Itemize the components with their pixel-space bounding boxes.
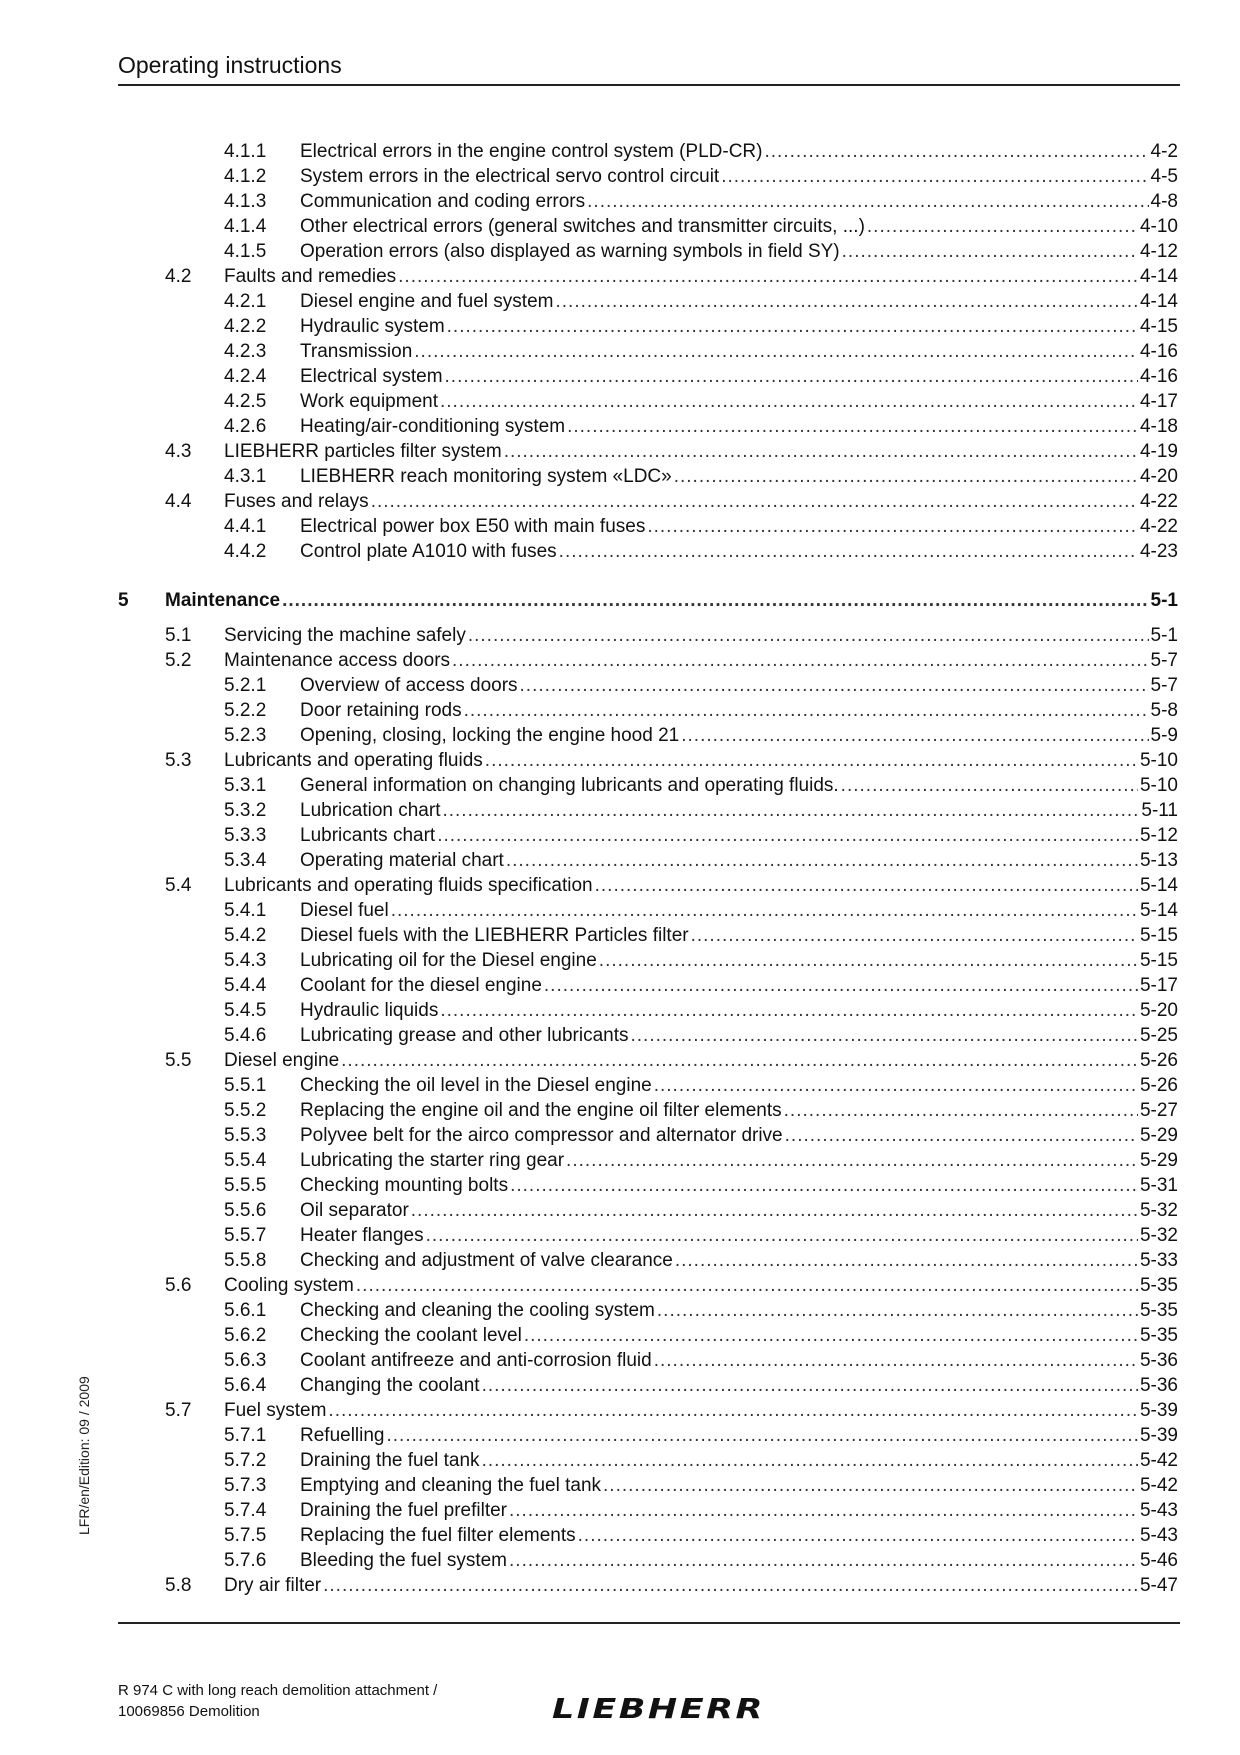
toc-dot-leader: [524, 1324, 1138, 1348]
toc-dot-leader: [654, 1074, 1138, 1098]
toc-entry-title: Faults and remedies: [224, 266, 397, 287]
toc-entry[interactable]: [0, 1574, 1178, 1598]
toc-entry-title: Lubricating grease and other lubricants: [300, 1025, 629, 1046]
toc-entry-title: Hydraulic liquids: [300, 1000, 439, 1021]
toc-entry-page: 5-35: [1139, 1275, 1178, 1296]
toc-dot-leader: [784, 1099, 1138, 1123]
toc-entry-page: 5-13: [1139, 850, 1178, 871]
toc-entry[interactable]: [0, 649, 1178, 673]
toc-entry[interactable]: [0, 799, 1178, 823]
toc-entry-number: 5.6.2: [224, 1325, 267, 1346]
toc-entry-number: 4.1.5: [224, 241, 267, 262]
toc-entry[interactable]: [0, 390, 1178, 414]
toc-entry-title: Cooling system: [224, 1275, 354, 1296]
toc-dot-leader: [464, 699, 1149, 723]
toc-entry-number: 5.5.4: [224, 1150, 267, 1171]
toc-entry-number: 4.2.4: [224, 366, 267, 387]
toc-entry-page: 5-8: [1150, 700, 1178, 721]
toc-entry-number: 5.5.5: [224, 1175, 267, 1196]
toc-entry-page: 5-32: [1139, 1200, 1178, 1221]
toc-dot-leader: [323, 1574, 1138, 1598]
toc-entry-page: 5-15: [1139, 925, 1178, 946]
toc-entry-title: Replacing the engine oil and the engine oil filter elements: [300, 1100, 782, 1121]
toc-entry-page: 4-16: [1139, 366, 1178, 387]
toc-entry[interactable]: [0, 624, 1178, 648]
toc-entry-number: 5.3.1: [224, 775, 267, 796]
toc-entry-page: 5-7: [1150, 675, 1178, 696]
toc-entry-page: 5-31: [1139, 1175, 1178, 1196]
toc-entry[interactable]: [0, 365, 1178, 389]
toc-dot-leader: [647, 515, 1138, 539]
toc-entry-page: 5-46: [1139, 1550, 1178, 1571]
toc-entry-page: 5-26: [1139, 1050, 1178, 1071]
toc-dot-leader: [567, 415, 1138, 439]
toc-entry[interactable]: [0, 949, 1178, 973]
toc-entry[interactable]: [0, 1424, 1178, 1448]
toc-entry-page: 5-15: [1139, 950, 1178, 971]
toc-dot-leader: [842, 240, 1138, 264]
toc-entry-number: 5.7: [165, 1400, 192, 1421]
toc-entry-number: 4.1.4: [224, 216, 267, 237]
toc-dot-leader: [482, 1374, 1138, 1398]
toc-entry-page: 5-39: [1139, 1400, 1178, 1421]
toc-entry[interactable]: [0, 749, 1178, 773]
toc-entry-page: 5-26: [1139, 1075, 1178, 1096]
toc-entry-number: 5.4.5: [224, 1000, 267, 1021]
toc-entry-number: 4.1.3: [224, 191, 267, 212]
toc-entry-page: 5-1: [1150, 590, 1178, 611]
toc-entry-title: Electrical errors in the engine control system (PLD-CR): [300, 141, 763, 162]
toc-entry-title: Maintenance access doors: [224, 650, 451, 671]
toc-dot-leader: [387, 1424, 1138, 1448]
toc-entry-number: 5.5.1: [224, 1075, 267, 1096]
toc-entry[interactable]: [0, 999, 1178, 1023]
footer-rule: [118, 1622, 1180, 1624]
toc-dot-leader: [595, 874, 1138, 898]
toc-entry-title: Coolant antifreeze and anti-corrosion fluid: [300, 1350, 652, 1371]
toc-entry[interactable]: [0, 1524, 1178, 1548]
toc-dot-leader: [504, 440, 1138, 464]
toc-entry[interactable]: [0, 265, 1178, 289]
toc-entry-page: 5-10: [1139, 750, 1178, 771]
toc-entry-title: Overview of access doors: [300, 675, 518, 696]
toc-entry-title: Emptying and cleaning the fuel tank: [300, 1475, 602, 1496]
toc-entry-page: 5-35: [1139, 1325, 1178, 1346]
page-title: Operating instructions: [118, 52, 342, 78]
toc-entry-title: Polyvee belt for the airco compressor and alternator drive: [300, 1125, 783, 1146]
toc-entry-title: Lubricating oil for the Diesel engine: [300, 950, 597, 971]
toc-entry-number: 5.2: [165, 650, 192, 671]
toc-entry-title: Other electrical errors (general switches and transmitter circuits, ...): [300, 216, 865, 237]
toc-entry-page: 5-42: [1139, 1450, 1178, 1471]
toc-entry-number: 5.4.4: [224, 975, 267, 996]
toc-entry-number: 5.4.6: [224, 1025, 267, 1046]
toc-entry-title: Changing the coolant: [300, 1375, 480, 1396]
toc-entry-number: 4.4: [165, 491, 192, 512]
toc-entry[interactable]: [0, 1149, 1178, 1173]
toc-dot-leader: [544, 974, 1138, 998]
toc-entry-page: 5-36: [1139, 1375, 1178, 1396]
toc-entry[interactable]: [0, 1324, 1178, 1348]
toc-dot-leader: [509, 1499, 1138, 1523]
toc-entry-number: 5.3.2: [224, 800, 267, 821]
footer-line-1: R 974 C with long reach demolition attachment /: [118, 1682, 438, 1699]
toc-entry[interactable]: [0, 924, 1178, 948]
toc-entry-title: Door retaining rods: [300, 700, 462, 721]
toc-dot-leader: [578, 1524, 1138, 1548]
toc-dot-leader: [654, 1349, 1138, 1373]
toc-entry[interactable]: [0, 1399, 1178, 1423]
toc-entry-number: 4.2.2: [224, 316, 267, 337]
toc-dot-leader: [482, 1449, 1138, 1473]
toc-entry-number: 5.5: [165, 1050, 192, 1071]
toc-dot-leader: [447, 315, 1138, 339]
toc-entry-title: Opening, closing, locking the engine hood 21: [300, 725, 680, 746]
toc-dot-leader: [785, 1124, 1138, 1148]
toc-entry[interactable]: [0, 140, 1178, 164]
toc-entry[interactable]: [0, 340, 1178, 364]
toc-entry-page: 5-9: [1150, 725, 1178, 746]
toc-entry-page: 4-14: [1139, 291, 1178, 312]
toc-entry-title: Checking and adjustment of valve clearance: [300, 1250, 673, 1271]
toc-entry[interactable]: [0, 849, 1178, 873]
toc-entry-page: 5-1: [1150, 625, 1178, 646]
toc-entry-title: Replacing the fuel filter elements: [300, 1525, 576, 1546]
toc-entry-number: 5.1: [165, 625, 192, 646]
toc-entry[interactable]: [0, 165, 1178, 189]
toc-entry[interactable]: [0, 490, 1178, 514]
toc-entry-page: 5-42: [1139, 1475, 1178, 1496]
toc-entry-page: 5-39: [1139, 1425, 1178, 1446]
toc-entry-page: 4-22: [1139, 491, 1178, 512]
toc-entry[interactable]: [0, 190, 1178, 214]
toc-entry-page: 5-12: [1139, 825, 1178, 846]
toc-dot-leader: [657, 1299, 1138, 1323]
toc-entry-page: 5-36: [1139, 1350, 1178, 1371]
toc-dot-leader: [841, 774, 1138, 798]
toc-entry[interactable]: [0, 824, 1178, 848]
toc-entry-title: Checking mounting bolts: [300, 1175, 509, 1196]
toc-dot-leader: [599, 949, 1138, 973]
toc-dot-leader: [442, 799, 1139, 823]
toc-entry[interactable]: [0, 1349, 1178, 1373]
toc-entry[interactable]: [0, 440, 1178, 464]
toc-entry-title: Diesel fuel: [300, 900, 389, 921]
toc-dot-leader: [411, 1199, 1138, 1223]
toc-entry-page: 5-27: [1139, 1100, 1178, 1121]
toc-dot-leader: [440, 999, 1138, 1023]
toc-entry-title: Lubricants and operating fluids: [224, 750, 483, 771]
toc-entry-page: 4-16: [1139, 341, 1178, 362]
toc-dot-leader: [681, 724, 1148, 748]
footer-document-info: [118, 1680, 437, 1722]
toc-dot-leader: [356, 1274, 1138, 1298]
toc-entry[interactable]: [0, 1174, 1178, 1198]
toc-entry-page: 4-20: [1139, 466, 1178, 487]
toc-entry-page: 4-14: [1139, 266, 1178, 287]
toc-dot-leader: [721, 165, 1148, 189]
toc-entry-number: 5.2.2: [224, 700, 267, 721]
toc-entry-number: 5.5.8: [224, 1250, 267, 1271]
toc-entry-title: Control plate A1010 with fuses: [300, 541, 557, 562]
toc-dot-leader: [468, 624, 1149, 648]
toc-entry-number: 5.5.2: [224, 1100, 267, 1121]
toc-entry-number: 5.5.7: [224, 1225, 267, 1246]
toc-entry-number: 5.4.1: [224, 900, 267, 921]
toc-entry-page: 4-18: [1139, 416, 1178, 437]
toc-dot-leader: [445, 365, 1138, 389]
toc-entry[interactable]: [0, 1249, 1178, 1273]
toc-entry-page: 4-2: [1150, 141, 1178, 162]
toc-entry[interactable]: [0, 1124, 1178, 1148]
toc-dot-leader: [559, 540, 1138, 564]
toc-entry-page: 5-14: [1139, 875, 1178, 896]
toc-dot-leader: [675, 1249, 1138, 1273]
toc-entry-page: 4-10: [1139, 216, 1178, 237]
toc-chapter-row[interactable]: [0, 589, 1178, 613]
toc-entry-title: General information on changing lubricants and operating fluids.: [300, 775, 839, 796]
toc-entry-number: 4.3.1: [224, 466, 267, 487]
toc-entry[interactable]: [0, 1074, 1178, 1098]
toc-entry-page: 4-5: [1150, 166, 1178, 187]
toc-entry-page: 5-35: [1139, 1300, 1178, 1321]
toc-entry-title: Operation errors (also displayed as warning symbols in field SY): [300, 241, 840, 262]
toc-dot-leader: [587, 190, 1148, 214]
toc-entry-number: 5.5.3: [224, 1125, 267, 1146]
toc-entry[interactable]: [0, 774, 1178, 798]
toc-entry-title: Lubrication chart: [300, 800, 441, 821]
toc-dot-leader: [398, 265, 1138, 289]
toc-entry-title: Operating material chart: [300, 850, 504, 871]
toc-entry-page: 5-33: [1139, 1250, 1178, 1271]
edition-label: LFR/en/Edition: 09 / 2009: [76, 1376, 92, 1535]
footer-line-2: 10069856 Demolition: [118, 1703, 260, 1720]
toc-entry-title: Oil separator: [300, 1200, 409, 1221]
toc-entry-page: 4-19: [1139, 441, 1178, 462]
toc-entry[interactable]: [0, 899, 1178, 923]
toc-entry-title: Dry air filter: [224, 1575, 322, 1596]
toc-entry[interactable]: [0, 1499, 1178, 1523]
toc-entry-title: Lubricants chart: [300, 825, 436, 846]
toc-entry-number: 5: [118, 590, 129, 611]
toc-entry-title: Bleeding the fuel system: [300, 1550, 508, 1571]
toc-entry-number: 5.3: [165, 750, 192, 771]
toc-entry[interactable]: [0, 1474, 1178, 1498]
toc-entry-number: 4.4.2: [224, 541, 267, 562]
toc-entry-number: 4.2.3: [224, 341, 267, 362]
toc-entry-page: 5-29: [1139, 1125, 1178, 1146]
toc-entry-number: 5.3.3: [224, 825, 267, 846]
toc-entry[interactable]: [0, 1099, 1178, 1123]
toc-entry-title: System errors in the electrical servo control circuit: [300, 166, 720, 187]
toc-entry-page: 4-23: [1139, 541, 1178, 562]
toc-entry-title: Heater flanges: [300, 1225, 424, 1246]
toc-entry-number: 4.1.2: [224, 166, 267, 187]
toc-dot-leader: [509, 1549, 1138, 1573]
toc-entry[interactable]: [0, 974, 1178, 998]
toc-dot-leader: [452, 649, 1149, 673]
toc-entry-page: 5-10: [1139, 775, 1178, 796]
toc-dot-leader: [391, 899, 1138, 923]
toc-dot-leader: [691, 924, 1138, 948]
toc-dot-leader: [520, 674, 1149, 698]
toc-entry-page: 5-29: [1139, 1150, 1178, 1171]
toc-entry-number: 5.7.3: [224, 1475, 267, 1496]
toc-entry-title: Fuel system: [224, 1400, 327, 1421]
toc-entry[interactable]: [0, 315, 1178, 339]
toc-entry-title: Electrical system: [300, 366, 443, 387]
toc-entry-number: 5.2.1: [224, 675, 267, 696]
toc-entry-title: Heating/air-conditioning system: [300, 416, 566, 437]
toc-entry-title: Coolant for the diesel engine: [300, 975, 542, 996]
toc-dot-leader: [674, 465, 1138, 489]
toc-entry-page: 5-11: [1141, 800, 1178, 821]
toc-dot-leader: [867, 215, 1138, 239]
toc-entry-title: Work equipment: [300, 391, 438, 412]
toc-entry[interactable]: [0, 215, 1178, 239]
toc-entry-title: Draining the fuel tank: [300, 1450, 480, 1471]
toc-entry[interactable]: [0, 874, 1178, 898]
toc-entry-title: Communication and coding errors: [300, 191, 586, 212]
toc-entry-title: Maintenance: [165, 590, 281, 611]
toc-dot-leader: [282, 589, 1148, 613]
toc-entry-number: 4.2.5: [224, 391, 267, 412]
toc-entry[interactable]: [0, 724, 1178, 748]
toc-entry-number: 4.2.6: [224, 416, 267, 437]
toc-entry-page: 4-12: [1139, 241, 1178, 262]
toc-entry-title: Draining the fuel prefilter: [300, 1500, 507, 1521]
toc-entry-page: 5-32: [1139, 1225, 1178, 1246]
toc-entry[interactable]: [0, 1274, 1178, 1298]
toc-entry[interactable]: [0, 1224, 1178, 1248]
toc-entry-title: Refuelling: [300, 1425, 385, 1446]
toc-entry-title: Hydraulic system: [300, 316, 445, 337]
toc-entry-title: Lubricants and operating fluids specification: [224, 875, 593, 896]
toc-entry-title: Lubricating the starter ring gear: [300, 1150, 565, 1171]
toc-entry-number: 5.4: [165, 875, 192, 896]
toc-entry-number: 5.7.5: [224, 1525, 267, 1546]
toc-dot-leader: [485, 749, 1138, 773]
toc-entry-number: 5.7.4: [224, 1500, 267, 1521]
toc-dot-leader: [328, 1399, 1138, 1423]
toc-entry[interactable]: [0, 515, 1178, 539]
toc-dot-leader: [437, 824, 1138, 848]
toc-entry-title: LIEBHERR reach monitoring system «LDC»: [300, 466, 672, 487]
toc-entry-number: 5.6.3: [224, 1350, 267, 1371]
toc-entry-page: 5-17: [1139, 975, 1178, 996]
toc-entry[interactable]: [0, 1449, 1178, 1473]
toc-entry[interactable]: [0, 540, 1178, 564]
toc-entry[interactable]: [0, 674, 1178, 698]
toc-entry-title: Diesel engine: [224, 1050, 340, 1071]
toc-entry-page: 5-20: [1139, 1000, 1178, 1021]
header-rule: [118, 84, 1180, 86]
toc-entry-number: 4.2.1: [224, 291, 267, 312]
toc-entry-number: 4.1.1: [224, 141, 267, 162]
toc-entry[interactable]: [0, 465, 1178, 489]
toc-entry-page: 4-17: [1139, 391, 1178, 412]
toc-entry-number: 5.6.4: [224, 1375, 267, 1396]
toc-dot-leader: [440, 390, 1138, 414]
toc-dot-leader: [630, 1024, 1137, 1048]
toc-entry-number: 5.7.6: [224, 1550, 267, 1571]
toc-dot-leader: [603, 1474, 1138, 1498]
toc-entry[interactable]: [0, 1199, 1178, 1223]
toc-entry[interactable]: [0, 1549, 1178, 1573]
toc-dot-leader: [765, 140, 1149, 164]
toc-entry-number: 5.4.3: [224, 950, 267, 971]
toc-entry-page: 4-22: [1139, 516, 1178, 537]
toc-dot-leader: [506, 849, 1138, 873]
toc-dot-leader: [510, 1174, 1138, 1198]
toc-entry-title: Checking and cleaning the cooling system: [300, 1300, 655, 1321]
toc-dot-leader: [414, 340, 1138, 364]
toc-entry-title: Electrical power box E50 with main fuses: [300, 516, 646, 537]
toc-entry[interactable]: [0, 1024, 1178, 1048]
toc-entry-page: 5-7: [1150, 650, 1178, 671]
toc-entry-title: Checking the coolant level: [300, 1325, 522, 1346]
toc-entry[interactable]: [0, 290, 1178, 314]
toc-entry[interactable]: [0, 1299, 1178, 1323]
toc-entry-page: 5-25: [1139, 1025, 1178, 1046]
toc-entry-number: 5.5.6: [224, 1200, 267, 1221]
toc-entry-number: 5.7.1: [224, 1425, 267, 1446]
toc-entry-number: 4.2: [165, 266, 192, 287]
toc-entry[interactable]: [0, 699, 1178, 723]
toc-entry-number: 5.6.1: [224, 1300, 267, 1321]
toc-dot-leader: [341, 1049, 1138, 1073]
toc-entry-page: 5-14: [1139, 900, 1178, 921]
toc-entry[interactable]: [0, 240, 1178, 264]
toc-entry-title: Checking the oil level in the Diesel engine: [300, 1075, 652, 1096]
toc-entry-title: Servicing the machine safely: [224, 625, 466, 646]
toc-entry-page: 5-43: [1139, 1525, 1178, 1546]
toc-dot-leader: [426, 1224, 1138, 1248]
toc-dot-leader: [566, 1149, 1138, 1173]
toc-entry-number: 4.4.1: [224, 516, 267, 537]
toc-entry-number: 5.2.3: [224, 725, 267, 746]
toc-entry-title: Fuses and relays: [224, 491, 369, 512]
toc-entry-number: 4.3: [165, 441, 192, 462]
toc-entry-number: 5.7.2: [224, 1450, 267, 1471]
liebherr-logo: LIEBHERR: [552, 1692, 766, 1725]
toc-entry-page: 5-43: [1139, 1500, 1178, 1521]
toc-entry[interactable]: [0, 1049, 1178, 1073]
toc-entry-number: 5.6: [165, 1275, 192, 1296]
toc-entry-number: 5.8: [165, 1575, 192, 1596]
toc-entry-page: 5-47: [1139, 1575, 1178, 1596]
toc-entry[interactable]: [0, 415, 1178, 439]
toc-entry-title: Transmission: [300, 341, 413, 362]
toc-dot-leader: [371, 490, 1138, 514]
toc-entry-title: Diesel fuels with the LIEBHERR Particles filter: [300, 925, 689, 946]
toc-entry-number: 5.3.4: [224, 850, 267, 871]
toc-dot-leader: [555, 290, 1137, 314]
toc-entry-title: LIEBHERR particles filter system: [224, 441, 502, 462]
toc-entry-number: 5.4.2: [224, 925, 267, 946]
toc-entry-page: 4-15: [1139, 316, 1178, 337]
toc-entry-title: Diesel engine and fuel system: [300, 291, 554, 312]
toc-entry[interactable]: [0, 1374, 1178, 1398]
toc-entry-page: 4-8: [1150, 191, 1178, 212]
